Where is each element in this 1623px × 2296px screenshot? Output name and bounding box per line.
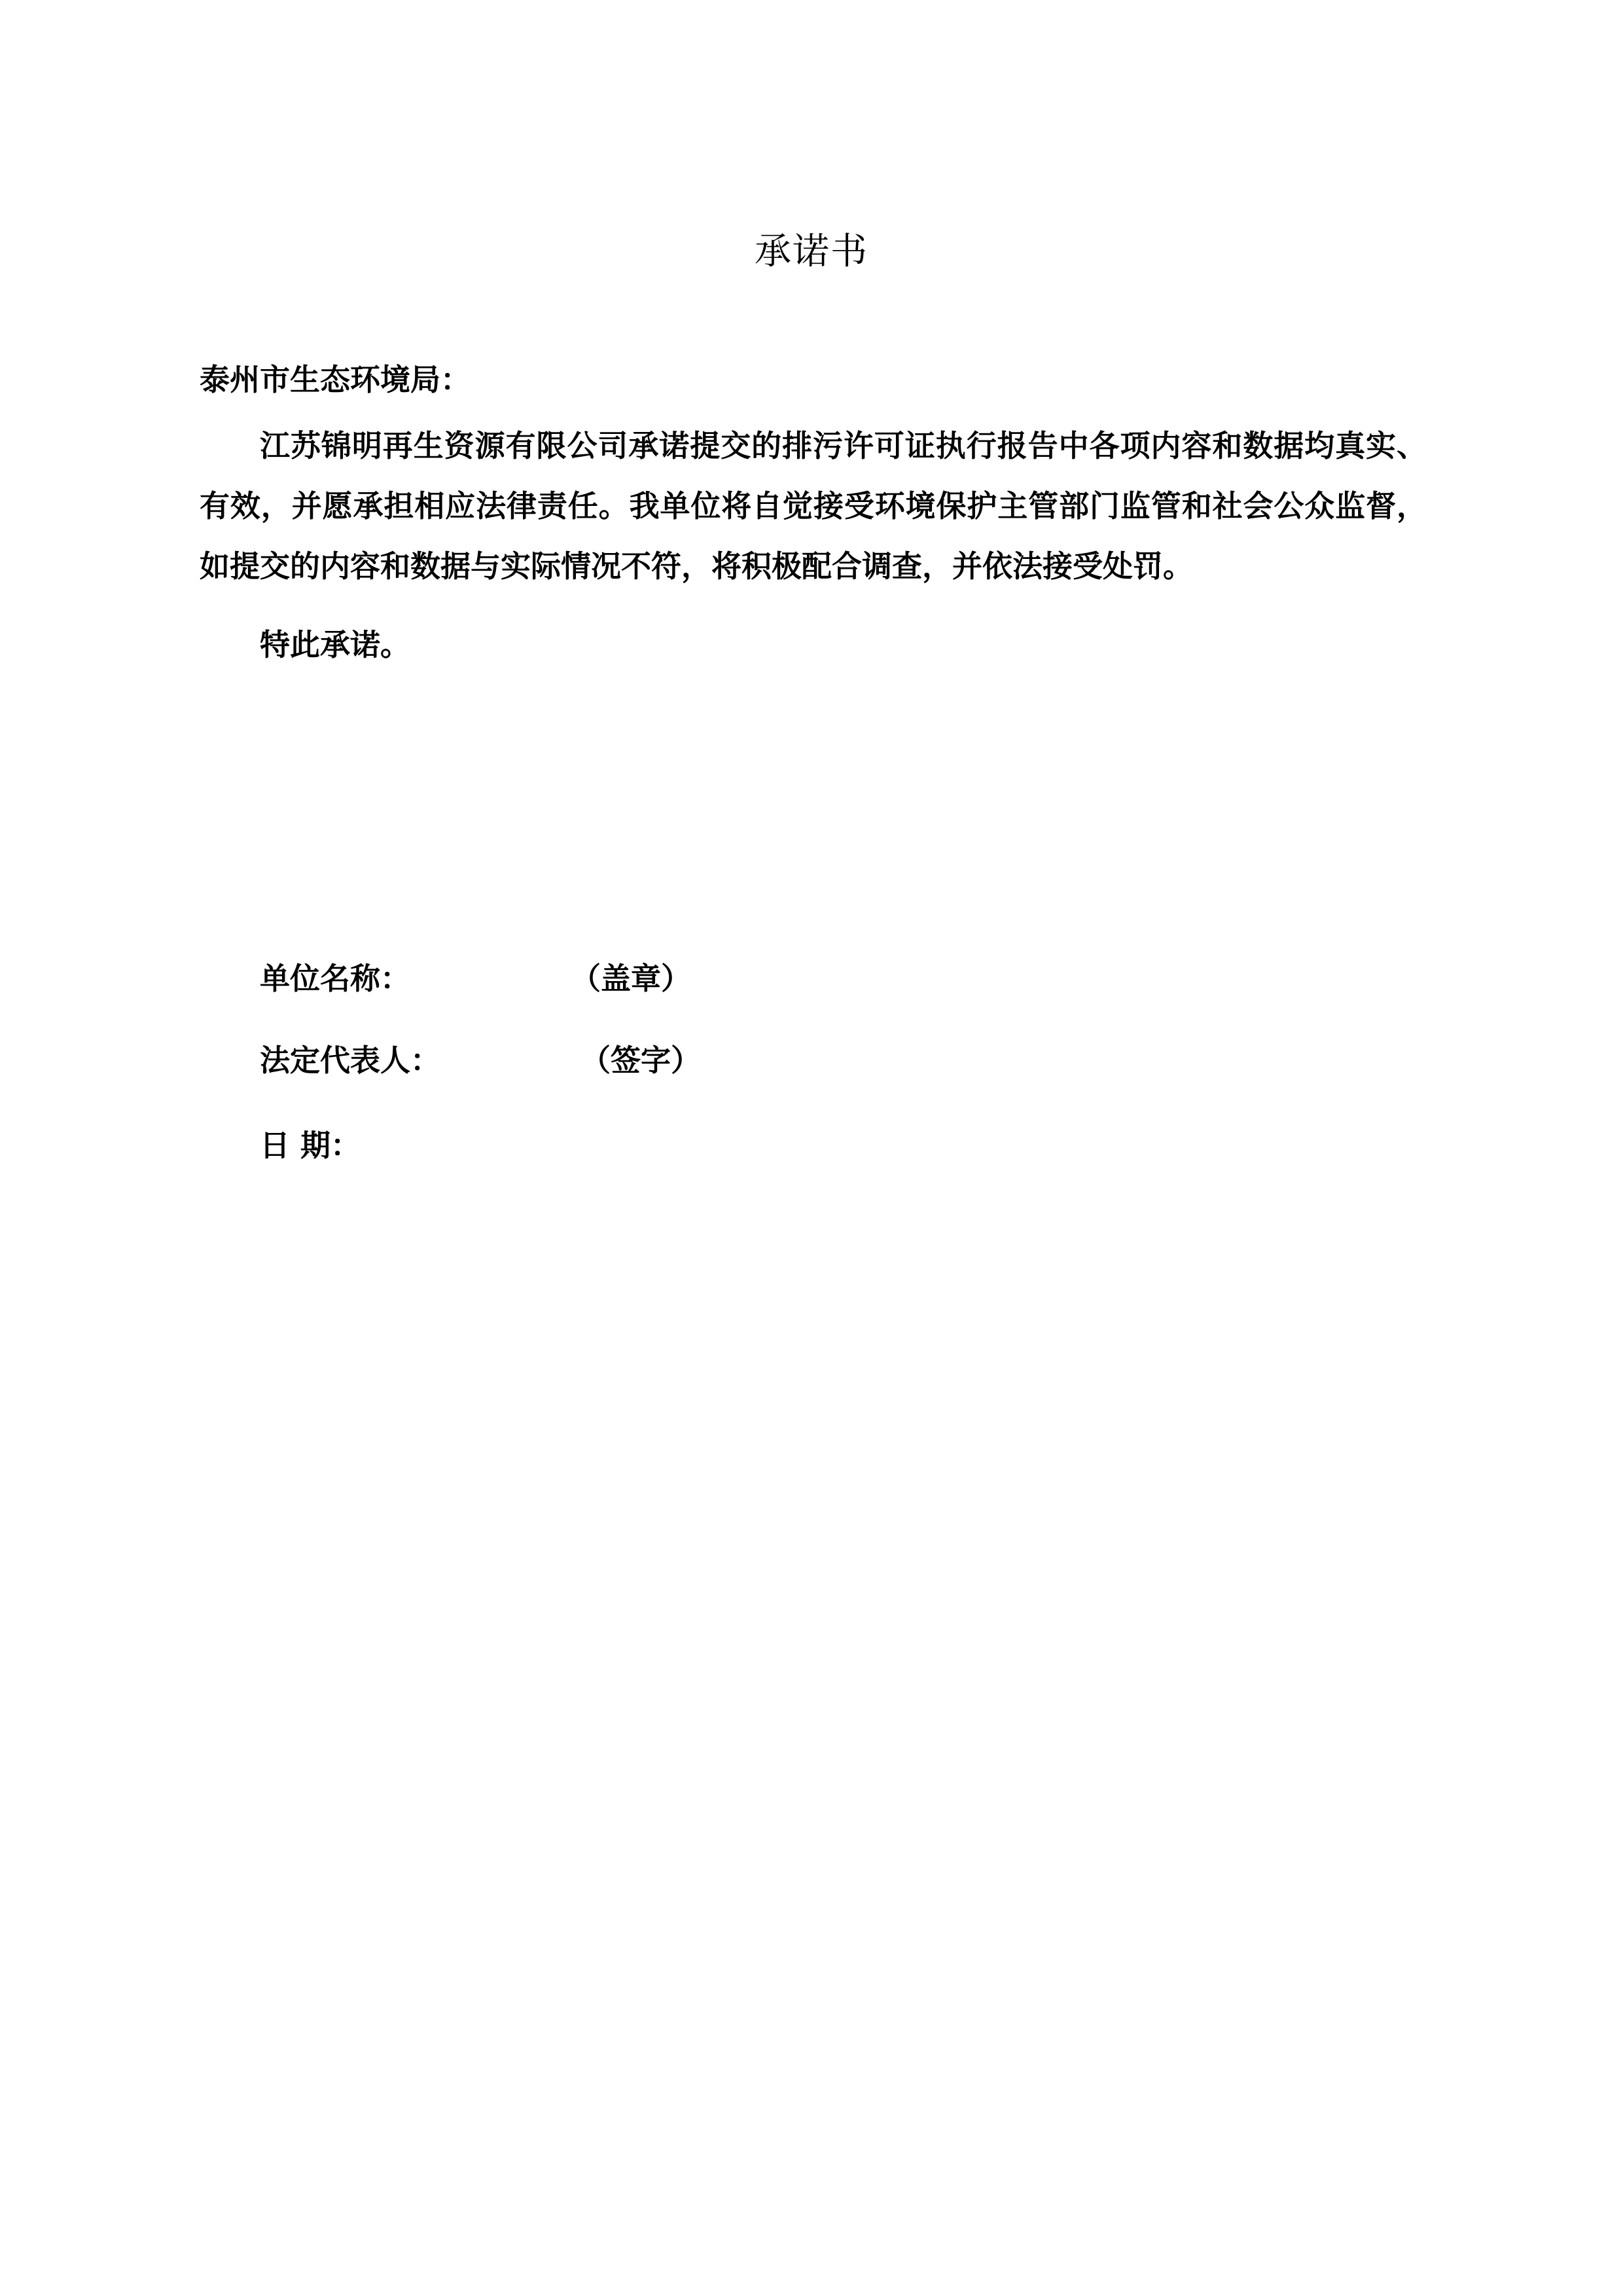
addressee: 泰州市生态环境局： — [200, 362, 471, 397]
unit-name-row — [260, 956, 691, 1001]
date-row — [260, 1122, 361, 1168]
seal-note: （盖章） — [571, 961, 691, 996]
signature-note: （签字） — [580, 1043, 701, 1078]
legal-representative-row — [260, 1037, 701, 1083]
commitment-body: 江苏锦明再生资源有限公司承诺提交的排污许可证执行报告中各项内容和数据均真实、有效，并愿承担相应法律责任。我单位将自觉接受环境保护主管部门监管和社会公众监督，如提交的内容和数据与实际情况不符，将积极配合调查，并依法接受处罚。 — [200, 428, 1427, 584]
closing-statement: 特此承诺。 — [260, 627, 410, 662]
legal-representative-label: 法定代表人： — [260, 1043, 440, 1078]
document-title: 承诺书 — [755, 230, 868, 273]
date-label: 日 期： — [260, 1128, 361, 1163]
unit-name-label: 单位名称： — [260, 961, 410, 996]
